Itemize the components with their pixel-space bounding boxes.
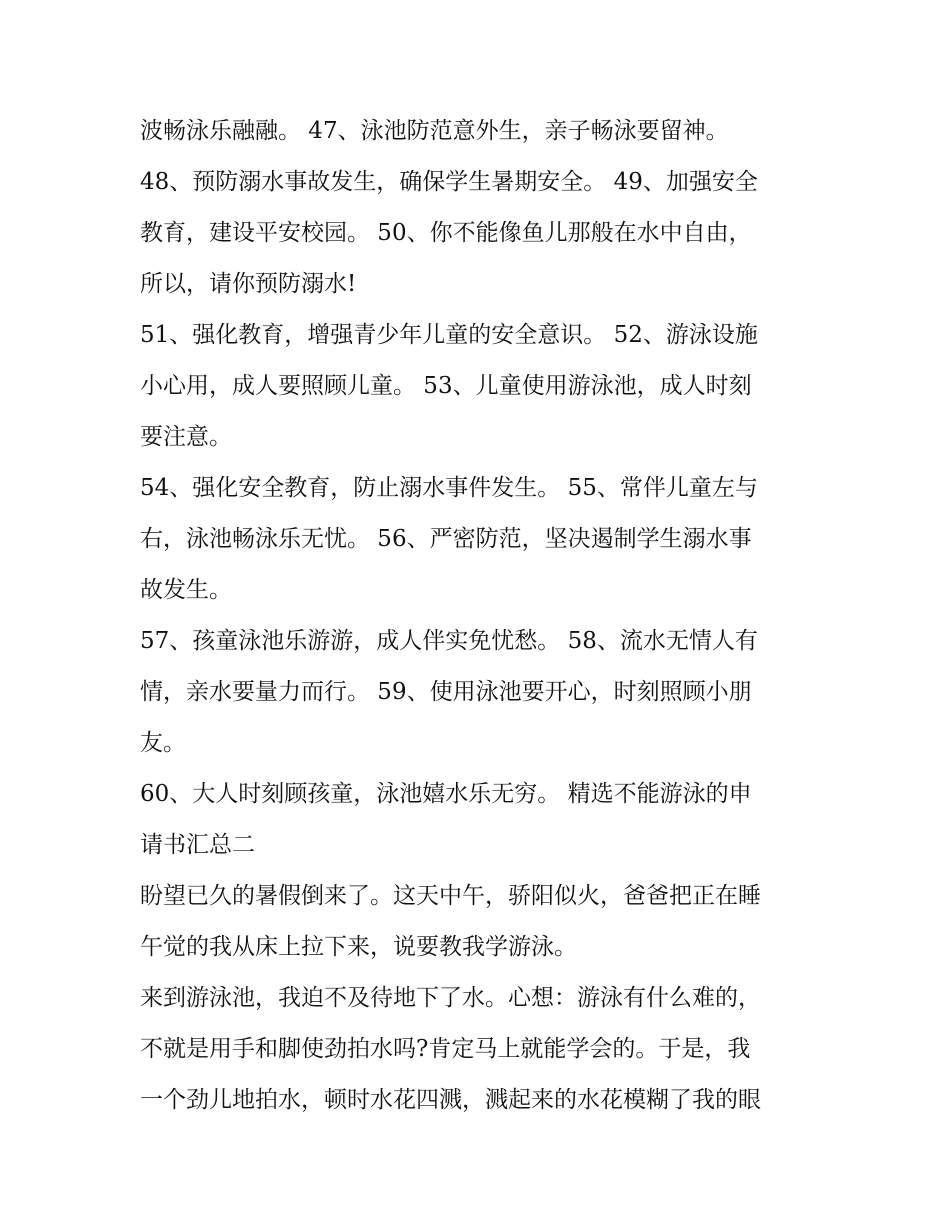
text-line: 所以，请你预防溺水! bbox=[140, 271, 357, 297]
text-line: 48、预防溺水事故发生，确保学生暑期安全。 49、加强安全 bbox=[140, 169, 758, 195]
text-line: 要注意。 bbox=[140, 424, 232, 450]
text-line: 波畅泳乐融融。 47、泳池防范意外生，亲子畅泳要留神。 bbox=[140, 118, 729, 144]
text-line: 午觉的我从床上拉下来，说要教我学游泳。 bbox=[140, 934, 577, 960]
text-line: 来到游泳池，我迫不及待地下了水。心想：游泳有什么难的， bbox=[140, 985, 761, 1011]
text-line: 一个劲儿地拍水，顿时水花四溅，溅起来的水花模糊了我的眼 bbox=[140, 1087, 761, 1113]
text-line: 请书汇总二 bbox=[140, 832, 255, 858]
text-line: 60、大人时刻顾孩童，泳池嬉水乐无穷。 精选不能游泳的申 bbox=[140, 781, 752, 807]
text-line: 盼望已久的暑假倒来了。这天中午，骄阳似火，爸爸把正在睡 bbox=[140, 883, 761, 909]
text-line: 友。 bbox=[140, 730, 186, 756]
text-line: 小心用，成人要照顾儿童。 53、儿童使用游泳池，成人时刻 bbox=[140, 373, 752, 399]
document-body bbox=[140, 106, 820, 1126]
text-line: 54、强化安全教育，防止溺水事件发生。 55、常伴儿童左与 bbox=[140, 475, 758, 501]
text-line: 情，亲水要量力而行。 59、使用泳池要开心，时刻照顾小朋 bbox=[140, 679, 752, 705]
text-line: 右，泳池畅泳乐无忧。 56、严密防范，坚决遏制学生溺水事 bbox=[140, 526, 752, 552]
text-line: 故发生。 bbox=[140, 577, 232, 603]
text-line: 不就是用手和脚使劲拍水吗?肯定马上就能学会的。于是，我 bbox=[140, 1036, 751, 1062]
text-line: 51、强化教育，增强青少年儿童的安全意识。 52、游泳设施 bbox=[140, 322, 758, 348]
text-line: 教育，建设平安校园。 50、你不能像鱼儿那般在水中自由， bbox=[140, 220, 752, 246]
text-line: 57、孩童泳池乐游游，成人伴实免忧愁。 58、流水无情人有 bbox=[140, 628, 758, 654]
